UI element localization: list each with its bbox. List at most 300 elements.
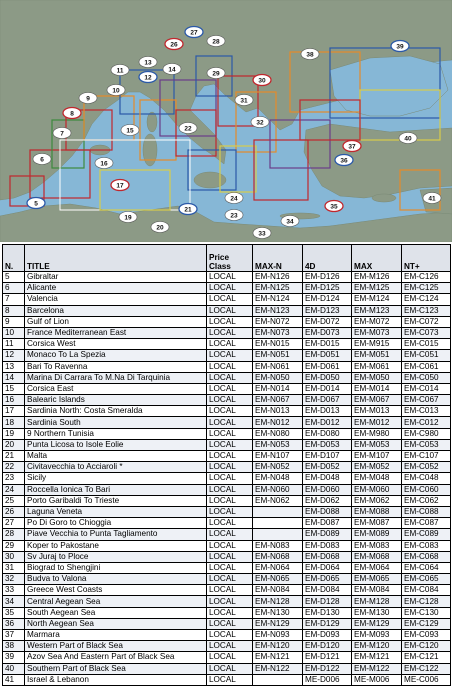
cell-4d: EM-D130 (303, 607, 352, 618)
table-row (3, 663, 451, 674)
area-label-number: 34 (286, 218, 294, 226)
area-label-33 (253, 228, 271, 239)
area-label-number: 10 (112, 87, 120, 95)
cell-nt-plus: EM-C083 (402, 540, 451, 551)
cell-max-n (253, 518, 303, 529)
cell-4d: ME-D006 (303, 674, 352, 685)
area-label-number: 20 (156, 224, 164, 232)
cell-title: Barcelona (25, 305, 207, 316)
cell-max: EM-M050 (352, 372, 402, 383)
table-row (3, 451, 451, 462)
cell-title: Sicily (25, 473, 207, 484)
area-label-36 (335, 155, 353, 166)
cell-max-n: EM-N122 (253, 663, 303, 674)
cell-4d: EM-D124 (303, 294, 352, 305)
cell-4d: EM-D093 (303, 630, 352, 641)
cell-number: 26 (3, 506, 25, 517)
cell-nt-plus: EM-C060 (402, 484, 451, 495)
table-row (3, 495, 451, 506)
area-label-38 (301, 49, 319, 60)
cell-price-class: LOCAL (207, 630, 253, 641)
area-label-number: 27 (190, 29, 198, 37)
cell-nt-plus: EM-C123 (402, 305, 451, 316)
cell-max: EM-M048 (352, 473, 402, 484)
cell-number: 36 (3, 618, 25, 629)
cell-max: EM-M093 (352, 630, 402, 641)
cell-number: 21 (3, 451, 25, 462)
cell-number: 34 (3, 596, 25, 607)
cell-price-class: LOCAL (207, 574, 253, 585)
cell-max-n: EM-N130 (253, 607, 303, 618)
cell-number: 6 (3, 283, 25, 294)
cell-max: EM-M064 (352, 562, 402, 573)
cell-max-n: EM-N014 (253, 383, 303, 394)
cell-title: South Aegean Sea (25, 607, 207, 618)
cell-nt-plus: EM-C053 (402, 439, 451, 450)
area-label-7 (53, 128, 71, 139)
cell-max: EM-M065 (352, 574, 402, 585)
cell-title: Roccella Ionica To Bari (25, 484, 207, 495)
area-label-14 (163, 64, 181, 75)
area-label-number: 35 (330, 203, 338, 211)
cell-max-n: EM-N128 (253, 596, 303, 607)
area-label-number: 31 (240, 97, 248, 105)
cell-number: 12 (3, 350, 25, 361)
cell-max-n: EM-N124 (253, 294, 303, 305)
cell-title: 9 Northern Tunisia (25, 428, 207, 439)
cell-title: Monaco To La Spezia (25, 350, 207, 361)
area-label-number: 28 (212, 38, 220, 46)
cell-number: 37 (3, 630, 25, 641)
cell-max: EM-M062 (352, 495, 402, 506)
cell-title: Israel & Lebanon (25, 674, 207, 685)
cell-max: EM-M122 (352, 663, 402, 674)
cell-price-class: LOCAL (207, 361, 253, 372)
cell-number: 41 (3, 674, 25, 685)
area-label-number: 6 (40, 156, 44, 164)
table-row (3, 439, 451, 450)
area-label-17 (111, 180, 129, 191)
cell-nt-plus: EM-C980 (402, 428, 451, 439)
cell-number: 15 (3, 383, 25, 394)
cell-number: 5 (3, 272, 25, 283)
area-label-20 (151, 222, 169, 233)
area-label-23 (225, 210, 243, 221)
cell-number: 35 (3, 607, 25, 618)
cell-max: EM-M124 (352, 294, 402, 305)
cell-max-n: EM-N012 (253, 417, 303, 428)
cell-title: Porto Garibaldi To Trieste (25, 495, 207, 506)
cell-title: Malta (25, 451, 207, 462)
cell-max: EM-M123 (352, 305, 402, 316)
cell-title: Corsica East (25, 383, 207, 394)
area-label-number: 9 (86, 95, 90, 103)
area-label-number: 29 (212, 70, 220, 78)
cell-number: 28 (3, 529, 25, 540)
cell-price-class: LOCAL (207, 428, 253, 439)
area-label-35 (325, 201, 343, 212)
cell-max-n: EM-N013 (253, 406, 303, 417)
cell-max: EM-M061 (352, 361, 402, 372)
table-row (3, 518, 451, 529)
cell-nt-plus: EM-C062 (402, 495, 451, 506)
cell-max-n: EM-N083 (253, 540, 303, 551)
area-label-number: 37 (348, 143, 356, 151)
cell-price-class: LOCAL (207, 562, 253, 573)
cell-max: EM-M012 (352, 417, 402, 428)
col-header-4d: 4D (303, 245, 352, 272)
cell-title: Laguna Veneta (25, 506, 207, 517)
cell-price-class: LOCAL (207, 663, 253, 674)
cell-title: Biograd to Shengjini (25, 562, 207, 573)
table-row (3, 383, 451, 394)
cell-price-class: LOCAL (207, 551, 253, 562)
cell-price-class: LOCAL (207, 607, 253, 618)
cell-nt-plus: EM-C065 (402, 574, 451, 585)
cell-4d: EM-D050 (303, 372, 352, 383)
cell-number: 9 (3, 316, 25, 327)
cell-max-n: EM-N015 (253, 339, 303, 350)
cell-max-n: EM-N073 (253, 327, 303, 338)
cell-title: Po Di Goro to Chioggia (25, 518, 207, 529)
cell-max: EM-M088 (352, 506, 402, 517)
cell-max: EM-M980 (352, 428, 402, 439)
cell-nt-plus: EM-C128 (402, 596, 451, 607)
cell-max-n (253, 529, 303, 540)
cell-nt-plus: EM-C121 (402, 652, 451, 663)
cell-nt-plus: EM-C126 (402, 272, 451, 283)
sicily (194, 172, 226, 188)
area-label-28 (207, 36, 225, 47)
table-row (3, 484, 451, 495)
cell-max-n: EM-N060 (253, 484, 303, 495)
area-label-5 (27, 198, 45, 209)
cell-nt-plus: EM-C048 (402, 473, 451, 484)
area-label-13 (139, 57, 157, 68)
cell-4d: EM-D072 (303, 316, 352, 327)
area-label-22 (179, 123, 197, 134)
table-row (3, 630, 451, 641)
area-label-15 (121, 125, 139, 136)
cell-price-class: LOCAL (207, 339, 253, 350)
cell-nt-plus: EM-C068 (402, 551, 451, 562)
cell-max: EM-M128 (352, 596, 402, 607)
cell-max: EM-M060 (352, 484, 402, 495)
cell-title: Southern Part of Black Sea (25, 663, 207, 674)
cell-number: 24 (3, 484, 25, 495)
table-row (3, 607, 451, 618)
cell-price-class: LOCAL (207, 316, 253, 327)
cell-title: Bari To Ravenna (25, 361, 207, 372)
cell-number: 10 (3, 327, 25, 338)
cell-title: Marmara (25, 630, 207, 641)
cell-max-n: EM-N050 (253, 372, 303, 383)
cell-price-class: LOCAL (207, 451, 253, 462)
cell-nt-plus: EM-C013 (402, 406, 451, 417)
cell-nt-plus: EM-C012 (402, 417, 451, 428)
cell-max: EM-M072 (352, 316, 402, 327)
cell-max: EM-M120 (352, 641, 402, 652)
cell-price-class: LOCAL (207, 417, 253, 428)
cell-nt-plus: EM-C087 (402, 518, 451, 529)
table-row (3, 372, 451, 383)
cell-max-n (253, 674, 303, 685)
cell-number: 16 (3, 395, 25, 406)
cell-4d: EM-D083 (303, 540, 352, 551)
cell-4d: EM-D123 (303, 305, 352, 316)
cell-4d: EM-D053 (303, 439, 352, 450)
cell-number: 13 (3, 361, 25, 372)
area-label-number: 38 (306, 51, 314, 59)
col-header-nt-plus: NT+ (402, 245, 451, 272)
cell-4d: EM-D015 (303, 339, 352, 350)
cell-max: EM-M121 (352, 652, 402, 663)
table-row (3, 316, 451, 327)
area-label-number: 17 (116, 182, 124, 190)
cell-number: 32 (3, 574, 25, 585)
area-label-27 (185, 27, 203, 38)
cell-title: Sv Juraj to Ploce (25, 551, 207, 562)
cell-max: EM-M087 (352, 518, 402, 529)
cell-4d: EM-D107 (303, 451, 352, 462)
cell-title: Central Aegean Sea (25, 596, 207, 607)
cell-4d: EM-D080 (303, 428, 352, 439)
area-label-number: 22 (184, 125, 192, 133)
cell-title: Greece West Coasts (25, 585, 207, 596)
cell-nt-plus: EM-C084 (402, 585, 451, 596)
table-row (3, 417, 451, 428)
cell-nt-plus: EM-C124 (402, 294, 451, 305)
cell-nt-plus: EM-C072 (402, 316, 451, 327)
cell-max: EM-M089 (352, 529, 402, 540)
col-header-number: N. (3, 245, 25, 272)
cell-title: North Aegean Sea (25, 618, 207, 629)
area-label-number: 15 (126, 127, 134, 135)
cell-max: EM-M014 (352, 383, 402, 394)
cell-price-class: LOCAL (207, 372, 253, 383)
cell-title: Western Part of Black Sea (25, 641, 207, 652)
cell-4d: EM-D129 (303, 618, 352, 629)
table-row (3, 674, 451, 685)
area-label-number: 5 (34, 200, 38, 208)
cell-max-n: EM-N052 (253, 462, 303, 473)
cell-max: EM-M053 (352, 439, 402, 450)
cell-max-n: EM-N068 (253, 551, 303, 562)
cell-title: Balearic Islands (25, 395, 207, 406)
cell-price-class: LOCAL (207, 618, 253, 629)
cell-max-n (253, 506, 303, 517)
cell-max: EM-M915 (352, 339, 402, 350)
table-header-row (3, 245, 451, 272)
cell-number: 14 (3, 372, 25, 383)
table-row (3, 529, 451, 540)
area-label-30 (253, 75, 271, 86)
cell-4d: EM-D120 (303, 641, 352, 652)
area-label-number: 32 (256, 119, 264, 127)
table-row (3, 551, 451, 562)
cell-title: France Mediterranean East (25, 327, 207, 338)
cell-price-class: LOCAL (207, 327, 253, 338)
cell-4d: EM-D073 (303, 327, 352, 338)
table-row (3, 618, 451, 629)
cell-max-n: EM-N125 (253, 283, 303, 294)
cell-title: Valencia (25, 294, 207, 305)
cell-4d: EM-D122 (303, 663, 352, 674)
table-row (3, 652, 451, 663)
area-label-34 (281, 216, 299, 227)
area-label-31 (235, 95, 253, 106)
cell-nt-plus: EM-C129 (402, 618, 451, 629)
cell-number: 27 (3, 518, 25, 529)
cell-nt-plus: EM-C088 (402, 506, 451, 517)
area-label-number: 33 (258, 230, 266, 238)
area-label-21 (179, 204, 197, 215)
cell-4d: EM-D062 (303, 495, 352, 506)
area-label-number: 12 (144, 74, 152, 82)
cell-price-class: LOCAL (207, 585, 253, 596)
cell-number: 17 (3, 406, 25, 417)
cell-title: Koper to Pakostane (25, 540, 207, 551)
table-row (3, 339, 451, 350)
table-row (3, 305, 451, 316)
cell-number: 8 (3, 305, 25, 316)
cell-price-class: LOCAL (207, 473, 253, 484)
cell-price-class: LOCAL (207, 540, 253, 551)
table-row (3, 596, 451, 607)
table-row (3, 473, 451, 484)
area-label-number: 41 (428, 195, 436, 203)
area-label-32 (251, 117, 269, 128)
cell-nt-plus: EM-C093 (402, 630, 451, 641)
cell-number: 40 (3, 663, 25, 674)
cell-number: 31 (3, 562, 25, 573)
cell-number: 39 (3, 652, 25, 663)
area-label-number: 36 (340, 157, 348, 165)
cell-number: 20 (3, 439, 25, 450)
area-label-number: 16 (100, 160, 108, 168)
cell-nt-plus: EM-C064 (402, 562, 451, 573)
cell-title: Piave Vecchia to Punta Tagliamento (25, 529, 207, 540)
cell-price-class: LOCAL (207, 495, 253, 506)
table-row (3, 506, 451, 517)
cell-nt-plus: EM-C051 (402, 350, 451, 361)
table-row (3, 272, 451, 283)
sardinia (143, 134, 157, 166)
cell-nt-plus: EM-C050 (402, 372, 451, 383)
area-label-41 (423, 193, 441, 204)
cell-number: 23 (3, 473, 25, 484)
cell-nt-plus: EM-C130 (402, 607, 451, 618)
cell-price-class: LOCAL (207, 294, 253, 305)
cell-max-n: EM-N084 (253, 585, 303, 596)
cell-price-class: LOCAL (207, 383, 253, 394)
area-label-number: 21 (184, 206, 192, 214)
table-row (3, 574, 451, 585)
cell-price-class: LOCAL (207, 641, 253, 652)
cell-nt-plus: EM-C052 (402, 462, 451, 473)
table-row (3, 540, 451, 551)
area-label-number: 13 (144, 59, 152, 67)
area-label-8 (63, 108, 81, 119)
cell-max: EM-M084 (352, 585, 402, 596)
cell-price-class: LOCAL (207, 674, 253, 685)
cell-number: 18 (3, 417, 25, 428)
area-label-number: 14 (168, 66, 176, 74)
cell-title: Sardinia South (25, 417, 207, 428)
cell-max-n: EM-N051 (253, 350, 303, 361)
cell-price-class: LOCAL (207, 439, 253, 450)
area-label-number: 19 (124, 214, 132, 222)
cell-max-n: EM-N067 (253, 395, 303, 406)
cell-max-n: EM-N080 (253, 428, 303, 439)
area-label-24 (225, 193, 243, 204)
cell-price-class: LOCAL (207, 484, 253, 495)
cell-max-n: EM-N062 (253, 495, 303, 506)
cell-max-n: EM-N121 (253, 652, 303, 663)
cell-max: EM-M083 (352, 540, 402, 551)
table-row (3, 641, 451, 652)
cell-number: 33 (3, 585, 25, 596)
cell-4d: EM-D128 (303, 596, 352, 607)
cell-4d: EM-D051 (303, 350, 352, 361)
cell-title: Corsica West (25, 339, 207, 350)
cell-number: 30 (3, 551, 25, 562)
cell-max-n: EM-N129 (253, 618, 303, 629)
cell-4d: EM-D048 (303, 473, 352, 484)
table-row (3, 327, 451, 338)
cell-max-n: EM-N093 (253, 630, 303, 641)
cell-title: Gibraltar (25, 272, 207, 283)
cell-max-n: EM-N120 (253, 641, 303, 652)
cell-number: 38 (3, 641, 25, 652)
col-header-max-n: MAX-N (253, 245, 303, 272)
cell-4d: EM-D088 (303, 506, 352, 517)
cell-4d: EM-D052 (303, 462, 352, 473)
cell-max-n: EM-N061 (253, 361, 303, 372)
cell-price-class: LOCAL (207, 506, 253, 517)
cell-number: 22 (3, 462, 25, 473)
table-row (3, 406, 451, 417)
cell-nt-plus: EM-C125 (402, 283, 451, 294)
cell-4d: EM-D084 (303, 585, 352, 596)
area-label-29 (207, 68, 225, 79)
cell-price-class: LOCAL (207, 518, 253, 529)
cell-number: 7 (3, 294, 25, 305)
cell-max-n: EM-N065 (253, 574, 303, 585)
area-label-number: 8 (70, 110, 74, 118)
table-row (3, 585, 451, 596)
cell-title: Gulf of Lion (25, 316, 207, 327)
cell-4d: EM-D087 (303, 518, 352, 529)
cell-max: EM-M051 (352, 350, 402, 361)
cell-4d: EM-D126 (303, 272, 352, 283)
cell-max-n: EM-N072 (253, 316, 303, 327)
cell-nt-plus: EM-C073 (402, 327, 451, 338)
cell-number: 11 (3, 339, 25, 350)
col-header-title: TITLE (25, 245, 207, 272)
catalog-table (2, 244, 451, 686)
cell-4d: EM-D013 (303, 406, 352, 417)
cell-nt-plus: ME-C006 (402, 674, 451, 685)
area-label-37 (343, 141, 361, 152)
cell-title: Alicante (25, 283, 207, 294)
area-label-40 (399, 133, 417, 144)
cell-max-n: EM-N107 (253, 451, 303, 462)
cell-4d: EM-D012 (303, 417, 352, 428)
coverage-map (0, 0, 452, 242)
cell-max: EM-M013 (352, 406, 402, 417)
cell-max: EM-M068 (352, 551, 402, 562)
